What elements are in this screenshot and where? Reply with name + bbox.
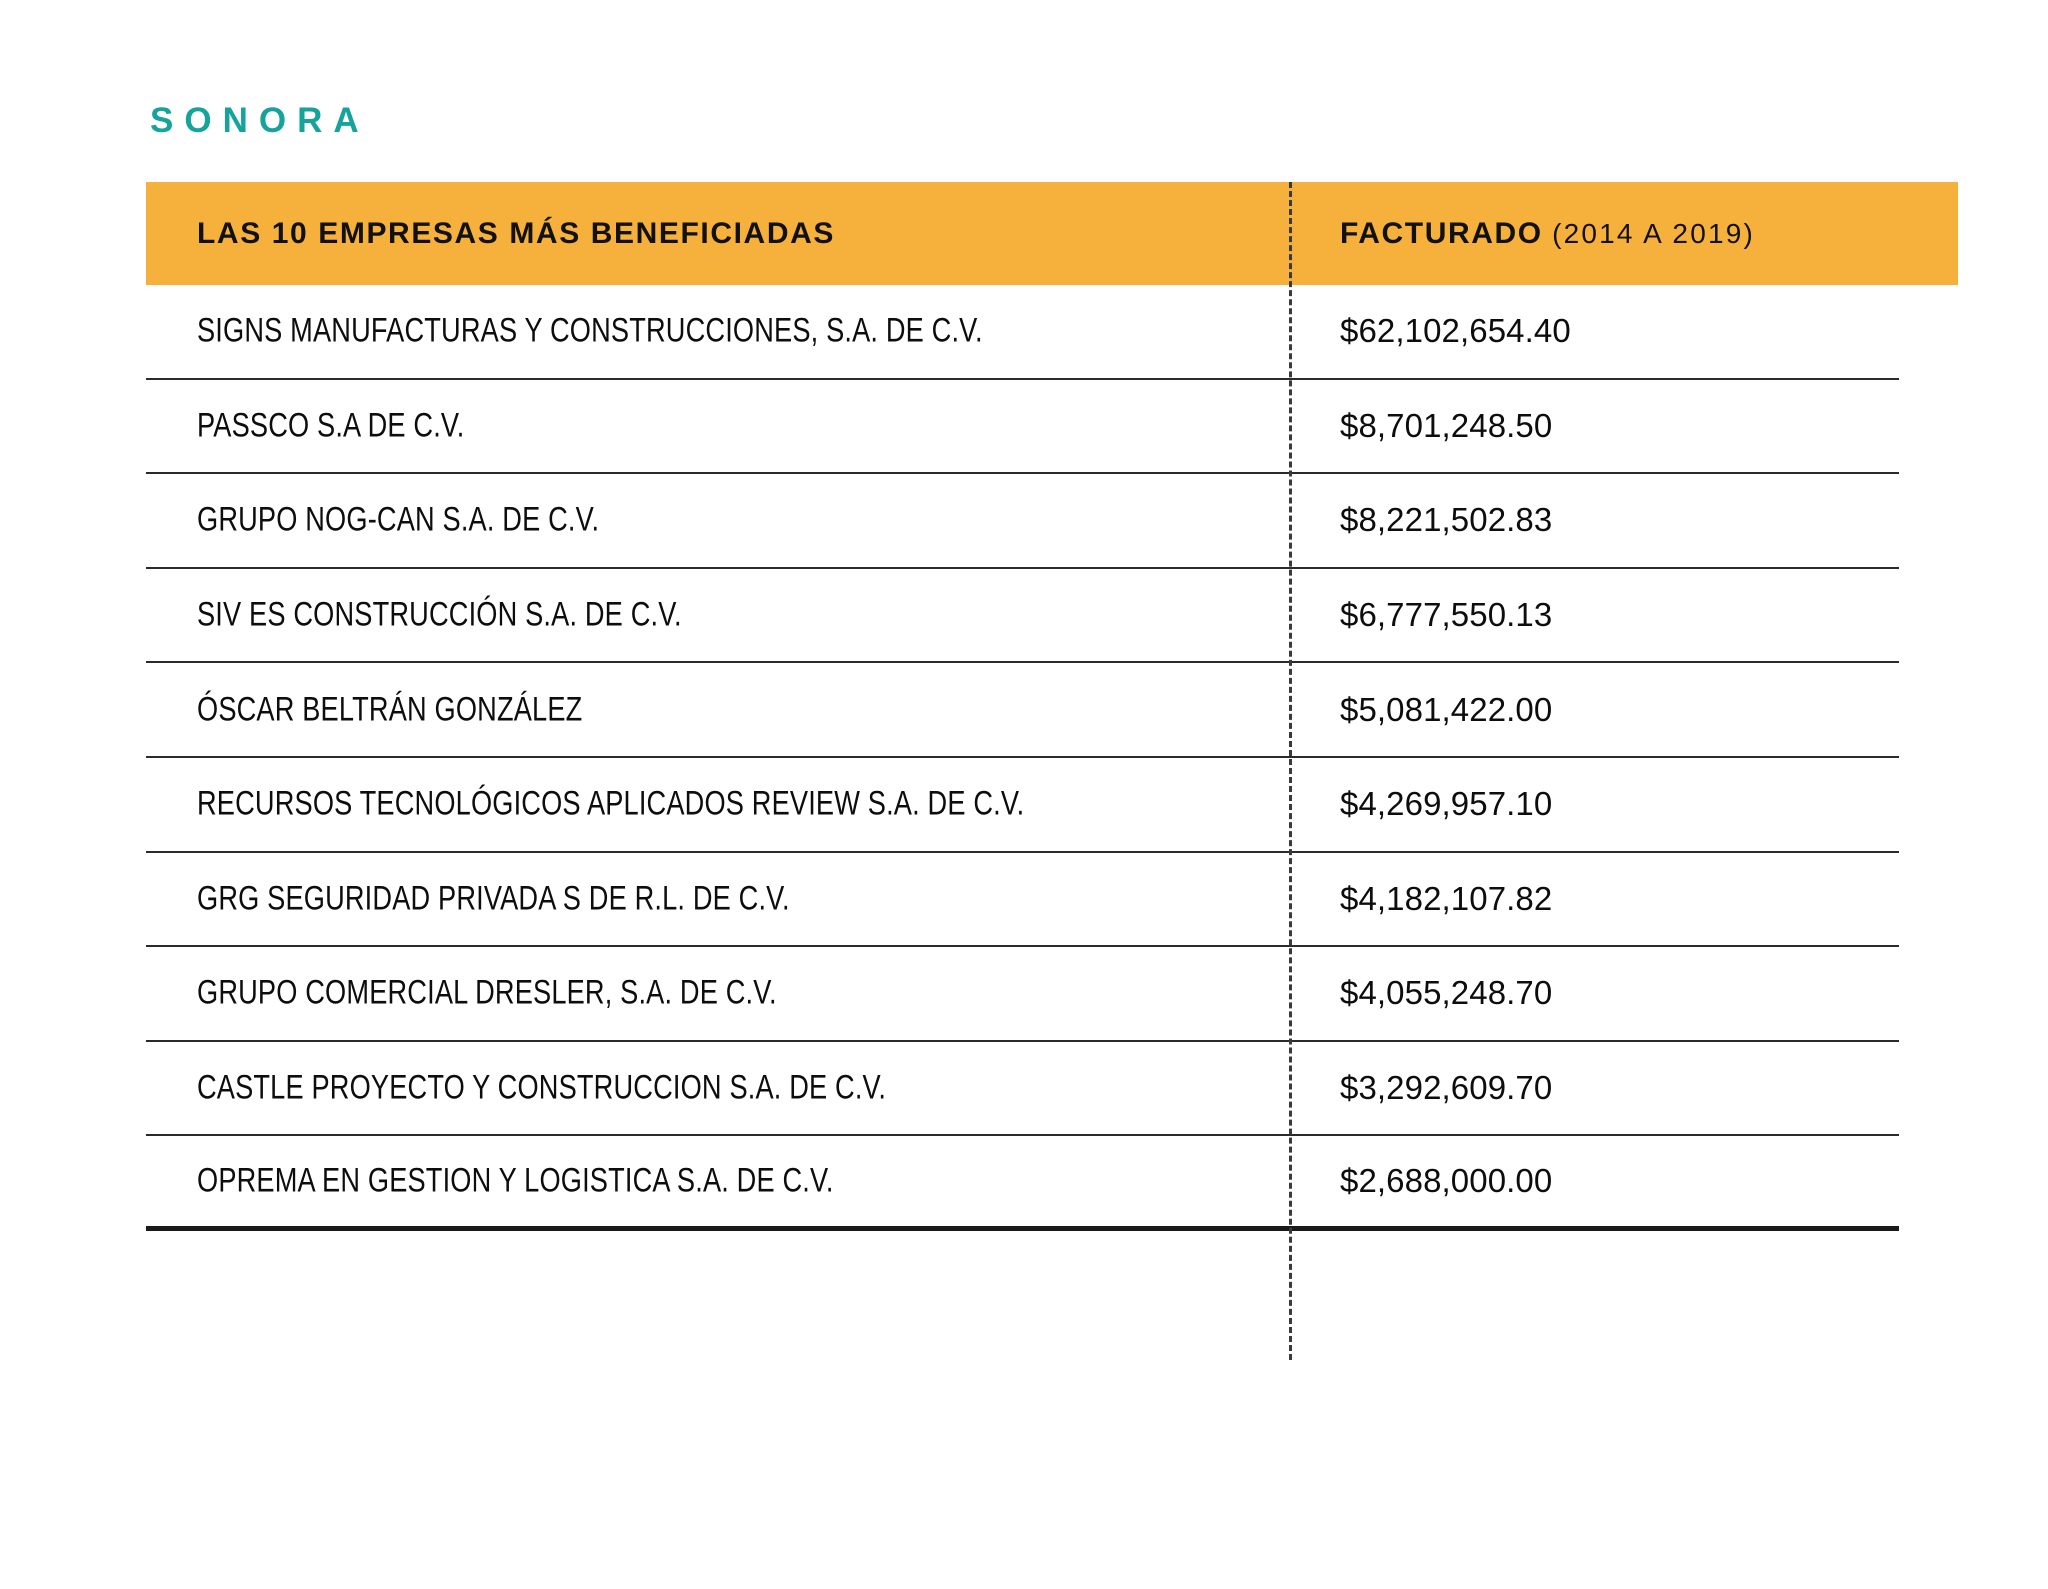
cell-company-name: SIGNS MANUFACTURAS Y CONSTRUCCIONES, S.A. DE C.V. xyxy=(197,311,983,350)
cell-company-name: PASSCO S.A DE C.V. xyxy=(197,406,465,445)
cell-company-name: OPREMA EN GESTION Y LOGISTICA S.A. DE C.V. xyxy=(197,1161,834,1200)
cell-amount-billed: $2,688,000.00 xyxy=(1340,1162,1553,1200)
table-row xyxy=(146,758,1899,853)
table-row xyxy=(146,1136,1899,1231)
page-title: SONORA xyxy=(150,101,370,140)
cell-company-name: GRG SEGURIDAD PRIVADA S DE R.L. DE C.V. xyxy=(197,879,790,918)
table-row xyxy=(146,474,1899,569)
table-row xyxy=(146,380,1899,475)
table-row xyxy=(146,947,1899,1042)
table-row xyxy=(146,285,1899,380)
cell-company-name: GRUPO COMERCIAL DRESLER, S.A. DE C.V. xyxy=(197,973,777,1012)
table-header-row xyxy=(146,182,1958,285)
cell-amount-billed: $62,102,654.40 xyxy=(1340,312,1571,350)
cell-amount-billed: $8,701,248.50 xyxy=(1340,406,1553,444)
column-header-amount xyxy=(1340,217,1755,251)
table-body xyxy=(146,285,1958,1231)
cell-amount-billed: $4,055,248.70 xyxy=(1340,974,1553,1012)
cell-company-name: RECURSOS TECNOLÓGICOS APLICADOS REVIEW S.A. DE C.V. xyxy=(197,784,1025,823)
cell-amount-billed: $8,221,502.83 xyxy=(1340,501,1553,539)
table-row xyxy=(146,1042,1899,1137)
cell-company-name: GRUPO NOG-CAN S.A. DE C.V. xyxy=(197,500,600,539)
cell-company-name: SIV ES CONSTRUCCIÓN S.A. DE C.V. xyxy=(197,595,682,634)
table-row xyxy=(146,569,1899,664)
cell-amount-billed: $3,292,609.70 xyxy=(1340,1069,1553,1107)
column-header-amount-label: FACTURADO xyxy=(1340,216,1543,250)
table-row xyxy=(146,663,1899,758)
cell-company-name: ÓSCAR BELTRÁN GONZÁLEZ xyxy=(197,690,583,729)
beneficiaries-table xyxy=(146,182,1958,1231)
column-header-company: LAS 10 EMPRESAS MÁS BENEFICIADAS xyxy=(197,216,835,250)
cell-amount-billed: $5,081,422.00 xyxy=(1340,690,1553,728)
cell-amount-billed: $4,269,957.10 xyxy=(1340,785,1553,823)
cell-amount-billed: $4,182,107.82 xyxy=(1340,879,1553,917)
column-header-amount-period: (2014 A 2019) xyxy=(1552,217,1756,249)
cell-amount-billed: $6,777,550.13 xyxy=(1340,596,1553,634)
table-row xyxy=(146,853,1899,948)
cell-company-name: CASTLE PROYECTO Y CONSTRUCCION S.A. DE C.V. xyxy=(197,1068,887,1107)
